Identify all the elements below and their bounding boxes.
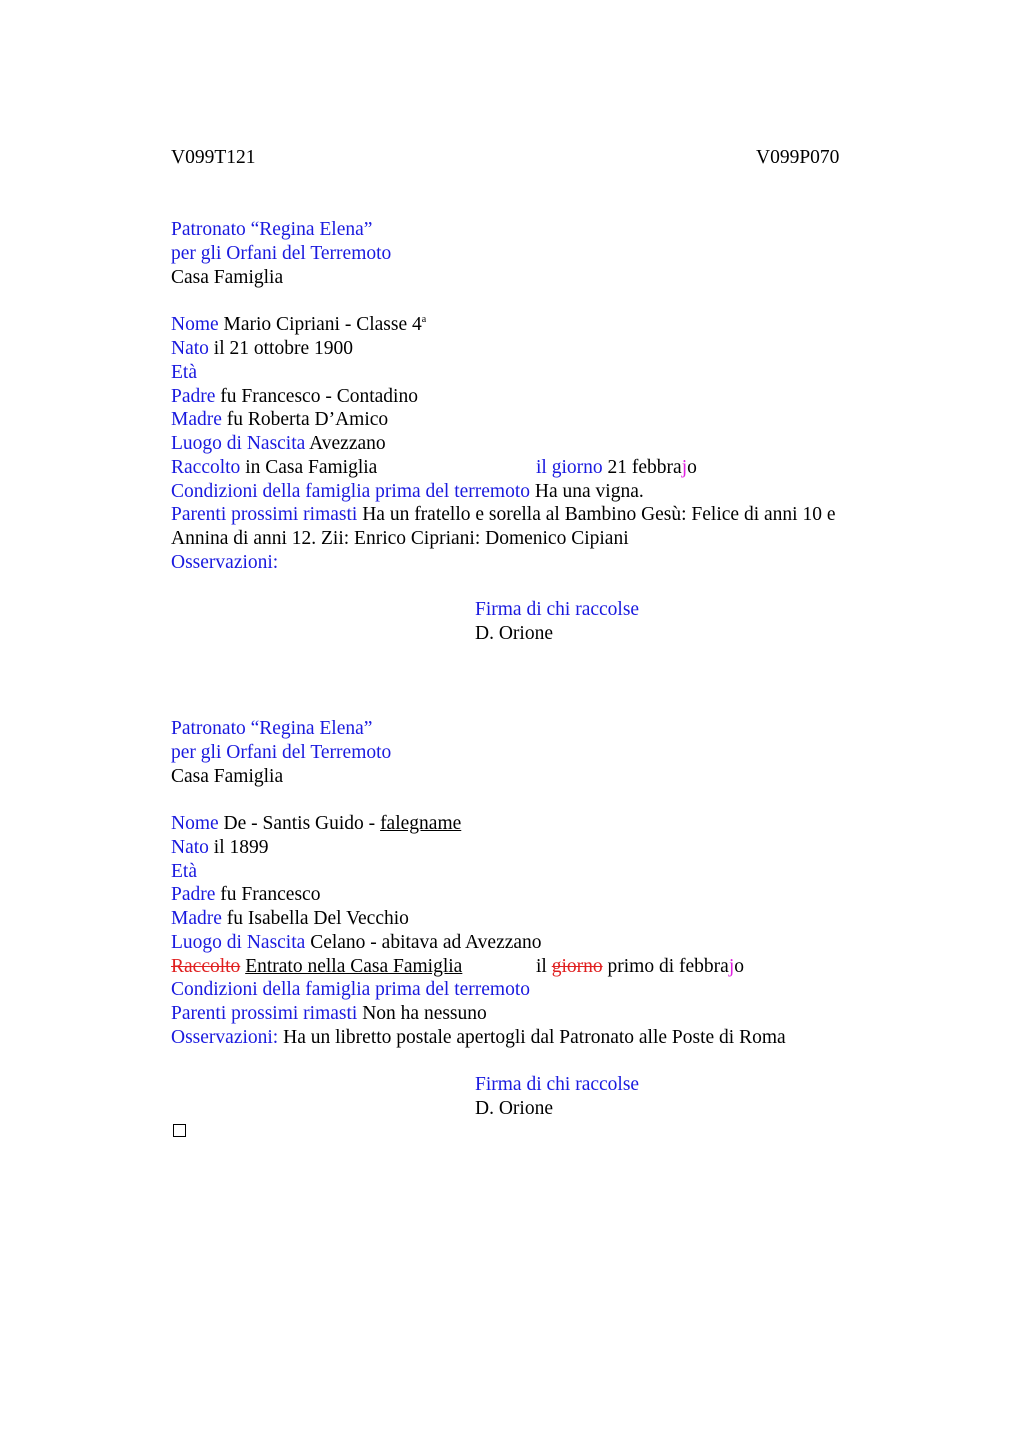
raccolto-label: Raccolto: [171, 457, 241, 478]
nato-value: il 1899: [213, 837, 269, 858]
giorno-j-letter: j: [681, 457, 688, 478]
parenti-row: [171, 1002, 487, 1026]
luogo-row: [171, 931, 542, 955]
giorno-value: 21 febbra: [607, 457, 682, 478]
condizioni-value: Ha una vigna.: [534, 481, 644, 502]
padre-value: fu Francesco - Contadino: [220, 386, 418, 407]
classe-superscript: a: [421, 314, 427, 325]
osservazioni-label: Osservazioni:: [171, 552, 279, 573]
padre-value: fu Francesco: [220, 884, 321, 905]
eta-label: Età: [171, 362, 197, 383]
left-code: V099T121: [171, 147, 256, 168]
entrato-value: Entrato nella Casa Famiglia: [245, 956, 463, 977]
madre-label: Madre: [171, 908, 222, 929]
parenti-value-2: Annina di anni 12. Zii: Enrico Cipriani: Domenico Cipiani: [171, 528, 629, 549]
firma-label: Firma di chi raccolse: [475, 1074, 640, 1095]
nome-value: Mario Cipriani - Classe 4: [223, 314, 422, 335]
parenti-label: Parenti prossimi rimasti: [171, 1003, 358, 1024]
giorno-struck: giorno: [551, 956, 603, 977]
orfani-subtitle: per gli Orfani del Terremoto: [171, 243, 392, 264]
raccolto-row: [171, 456, 377, 480]
firma-value: D. Orione: [475, 623, 553, 644]
luogo-value: Avezzano: [309, 433, 386, 454]
orfani-subtitle: per gli Orfani del Terremoto: [171, 742, 392, 763]
right-code: V099P070: [756, 147, 840, 168]
condizioni-row: [171, 480, 644, 504]
nato-row: [171, 836, 269, 860]
eta-label: Età: [171, 861, 197, 882]
luogo-label: Luogo di Nascita: [171, 433, 306, 454]
madre-row: [171, 408, 388, 432]
osservazioni-value: Ha un libretto postale apertogli dal Patronato alle Poste di Roma: [283, 1027, 786, 1048]
nato-value: il 21 ottobre 1900: [213, 338, 353, 359]
giorno-end: o: [687, 457, 697, 478]
luogo-row: [171, 432, 386, 456]
giorno-j-letter: j: [728, 956, 735, 977]
padre-row: [171, 385, 418, 409]
il-label: il: [536, 956, 547, 977]
giorno-row: [536, 955, 744, 979]
nome-label: Nome: [171, 813, 219, 834]
luogo-label: Luogo di Nascita: [171, 932, 306, 953]
madre-row: [171, 907, 409, 931]
raccolto-struck: Raccolto: [171, 956, 241, 977]
firma-label: Firma di chi raccolse: [475, 599, 640, 620]
parenti-row: [171, 503, 835, 527]
raccolto-value: in Casa Famiglia: [245, 457, 378, 478]
parenti-value: Non ha nessuno: [362, 1003, 487, 1024]
giorno-value: primo di febbra: [607, 956, 729, 977]
padre-label: Padre: [171, 884, 216, 905]
padre-row: [171, 883, 320, 907]
madre-value: fu Roberta D’Amico: [226, 409, 389, 430]
osservazioni-row: [171, 1026, 786, 1050]
parenti-value-1: Ha un fratello e sorella al Bambino Gesù: Felice di anni 10 e: [362, 504, 836, 525]
nato-label: Nato: [171, 837, 209, 858]
parenti-label: Parenti prossimi rimasti: [171, 504, 358, 525]
osservazioni-label: Osservazioni:: [171, 1027, 279, 1048]
condizioni-label: Condizioni della famiglia prima del terremoto: [171, 979, 531, 1000]
nato-label: Nato: [171, 338, 209, 359]
madre-value: fu Isabella Del Vecchio: [226, 908, 409, 929]
nome-row: [171, 812, 461, 836]
raccolto-row: [171, 955, 462, 979]
giorno-row: [536, 456, 697, 480]
nome-row: [171, 313, 426, 337]
patronato-title: Patronato “Regina Elena”: [171, 219, 373, 240]
giorno-label: il giorno: [536, 457, 603, 478]
giorno-end: o: [734, 956, 744, 977]
casa-famiglia: Casa Famiglia: [171, 766, 284, 787]
nome-label: Nome: [171, 314, 219, 335]
madre-label: Madre: [171, 409, 222, 430]
patronato-title: Patronato “Regina Elena”: [171, 718, 373, 739]
mestiere-value: falegname: [380, 813, 462, 834]
nome-value: De - Santis Guido -: [223, 813, 381, 834]
nato-row: [171, 337, 353, 361]
luogo-value: Celano - abitava ad Avezzano: [310, 932, 542, 953]
padre-label: Padre: [171, 386, 216, 407]
empty-box-glyph: [173, 1124, 186, 1137]
condizioni-label: Condizioni della famiglia prima del terremoto: [171, 481, 531, 502]
firma-value: D. Orione: [475, 1098, 553, 1119]
casa-famiglia: Casa Famiglia: [171, 267, 284, 288]
